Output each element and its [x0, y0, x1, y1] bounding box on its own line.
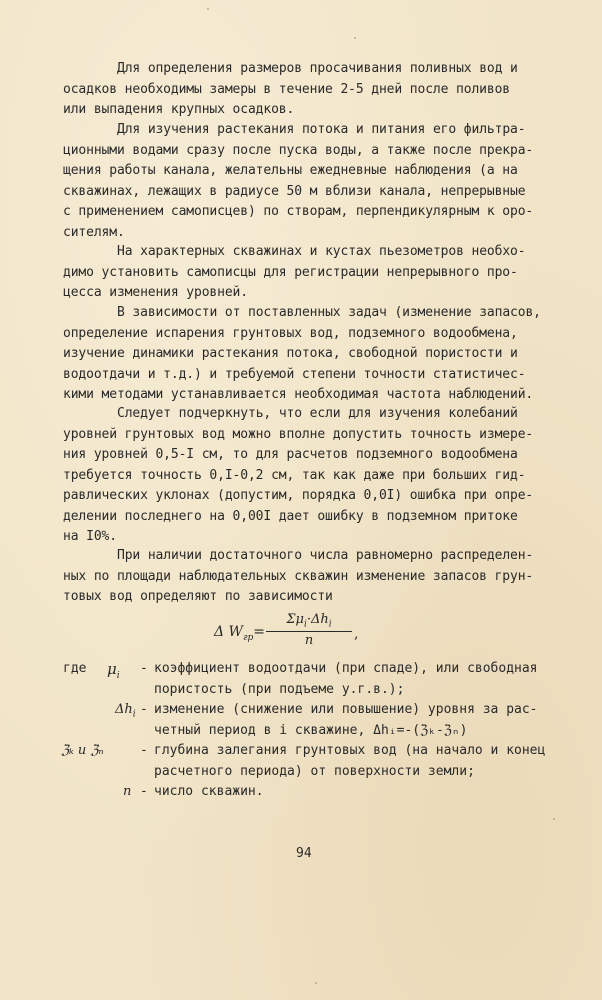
symbol-mu: μ: [107, 660, 117, 678]
symbol-delta-h: Δh: [115, 702, 133, 717]
formula-comma: ,: [354, 626, 359, 642]
text-line: определение испарения грунтовых вод, подземного водообмена,: [63, 325, 518, 341]
formula-lhs-subscript: гр: [242, 632, 254, 643]
paragraph-observation-frequency: [63, 303, 553, 406]
legend-dash: -: [140, 784, 148, 799]
text-line: делении последнего на 0,00I дает ошибку в подземном притоке: [63, 508, 518, 524]
legend-definition: пористость (при подъеме у.г.в.);: [154, 681, 405, 697]
legend-definition: изменение (снижение или повышение) уровня за рас-: [154, 702, 538, 717]
text-line: ционными водами сразу после пуска воды, а также после прекра-: [63, 142, 534, 158]
legend-row: [63, 782, 563, 803]
legend-row: [63, 680, 563, 701]
paragraph-flow-spreading: [63, 120, 553, 243]
text-line: скважинах, лежащих в радиусе 50 м вблизи канала, непрерывные: [63, 183, 526, 199]
text-line: димо установить самописцы для регистрации непрерывного про-: [63, 264, 518, 280]
legend-row: [63, 741, 563, 762]
legend-definition: расчетного периода) от поверхности земли;: [154, 763, 475, 779]
text-line: или выпадения крупных осадков.: [63, 102, 295, 117]
text-line: ния уровней 0,5-I см, то для расчетов подземного водообмена: [63, 447, 518, 462]
legend-definition: коэффициент водоотдачи (при спаде), или свободная: [154, 661, 538, 676]
paragraph-self-recorders: [63, 242, 553, 304]
text-line: Для изучения растекания потока и питания его фильтра-: [117, 122, 526, 137]
paper-speck: [315, 982, 317, 984]
fraction-bar: [266, 631, 352, 632]
formula-equals: =: [253, 624, 265, 640]
text-line: ных по площади наблюдательных скважин изменение запасов грун-: [63, 568, 534, 584]
legend-row: [63, 762, 563, 783]
text-line: При наличии достаточного числа равномерно распределен-: [117, 548, 534, 563]
text-line: требуется точность 0,I-0,2 см, так как даже при больших гид-: [63, 467, 526, 483]
legend-where-label: где: [63, 661, 87, 676]
formula-numerator: [266, 612, 352, 630]
paragraph-storage-change: [63, 546, 553, 608]
page-number: 94: [296, 846, 312, 861]
legend-definition: число скважин.: [154, 784, 264, 799]
text-line: равлических уклонах (допустим, порядка 0,0I) ошибка при опре-: [63, 488, 534, 503]
paragraph-seepage: [63, 59, 553, 121]
symbol-subscript: i: [116, 671, 120, 681]
legend-definition: глубина залегания грунтовых вод (на начало и конец: [154, 743, 546, 758]
text-line: уровней грунтовых вод можно вполне допустить точность измере-: [63, 426, 534, 442]
legend-dash: -: [140, 702, 148, 717]
formula-lhs-symbol: Δ W: [214, 624, 243, 640]
numerator-subscript-2: i: [328, 619, 332, 630]
storage-change-formula: [214, 612, 374, 658]
text-line: с применением самописцев) по створам, перпендикулярным к оро-: [63, 204, 534, 219]
paragraph-measurement-accuracy: [63, 404, 553, 548]
text-line: изучение динамики растекания потока, свободной пористости и: [63, 346, 518, 361]
text-line: На характерных скважинах и кустах пьезометров необхо-: [117, 244, 526, 259]
text-line: В зависимости от поставленных задач (изменение запасов,: [117, 305, 541, 320]
paper-speck: [553, 818, 555, 820]
legend-row: [63, 721, 563, 742]
paper-speck: [207, 8, 209, 10]
legend-row: [63, 700, 563, 721]
formula-fraction: [266, 612, 352, 648]
numerator-sum: Σμ: [286, 612, 304, 627]
text-line: на I0%.: [63, 529, 117, 544]
text-line: водоотдачи и т.д.) и требуемой степени точности статистичес-: [63, 366, 526, 382]
legend-symbol-depths: ℨₖ и ℨₙ: [61, 743, 104, 758]
formula-denominator: n: [304, 633, 314, 648]
paper-speck: [354, 37, 356, 39]
text-line: Для определения размеров просачивания поливных вод и: [117, 61, 518, 76]
text-line: товых вод определяют по зависимости: [63, 589, 333, 604]
legend-dash: -: [140, 661, 148, 676]
legend-symbol-n: n: [123, 784, 132, 799]
formula-legend: [63, 659, 563, 803]
text-line: Следует подчеркнуть, что если для изучения колебаний: [117, 406, 518, 421]
text-line: сителям.: [63, 224, 125, 240]
legend-dash: -: [140, 743, 148, 758]
symbol-subscript: i: [132, 709, 136, 720]
formula-lhs: [214, 624, 265, 643]
legend-definition: четный период в i скважине, Δhᵢ=-(ℨₖ-ℨₙ): [154, 722, 468, 738]
text-line: осадков необходимы замеры в течение 2-5 дней после поливов: [63, 81, 510, 97]
text-line: цесса изменения уровней.: [63, 285, 248, 300]
numerator-subscript: i: [303, 619, 307, 630]
text-line: щения работы канала, желательны ежедневные наблюдения (а на: [63, 163, 518, 178]
text-line: кими методами устанавливается необходимая частота наблюдений.: [63, 387, 534, 402]
numerator-delta-h: ·Δh: [306, 612, 329, 627]
legend-row: [63, 659, 563, 680]
